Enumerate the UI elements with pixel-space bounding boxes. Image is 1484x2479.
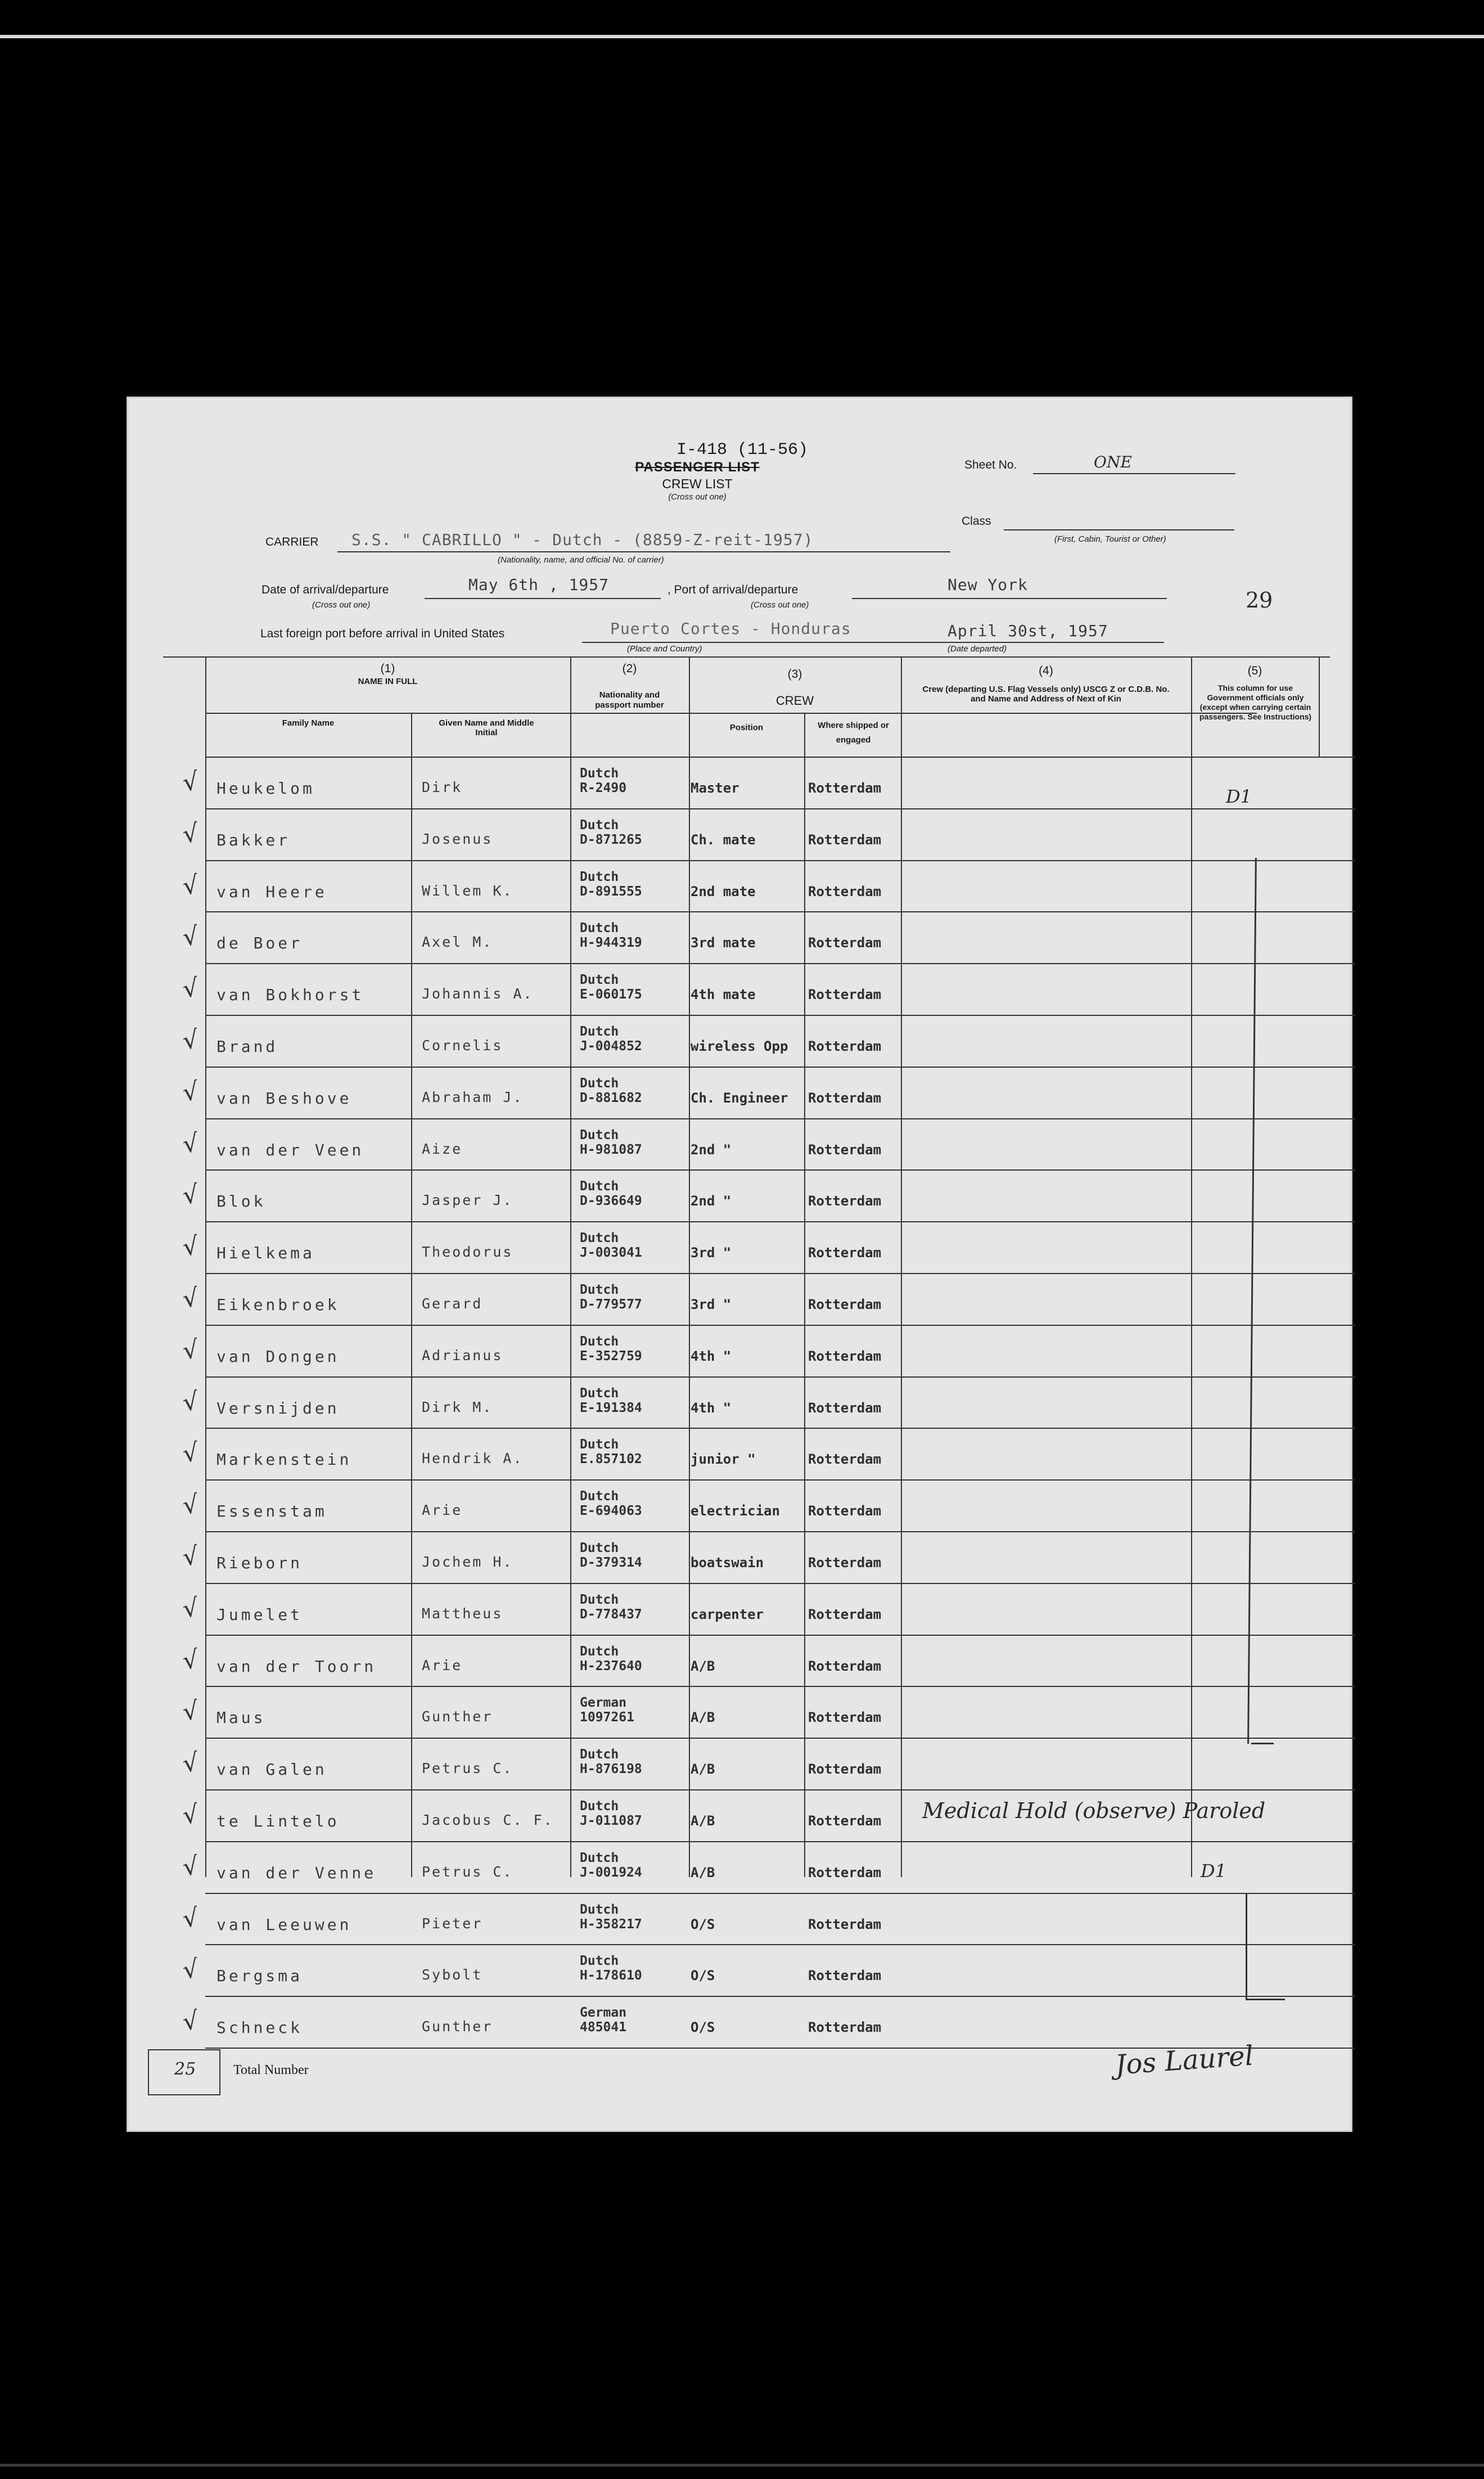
check-mark-icon: √	[181, 2006, 201, 2037]
nationality: Dutch	[580, 1850, 619, 1865]
check-mark-icon: √	[181, 767, 201, 798]
crew-position: 2nd mate	[691, 883, 756, 899]
table-row	[127, 1944, 1352, 1996]
table-row	[127, 1067, 1352, 1118]
title-note: (Cross out one)	[668, 492, 727, 502]
passport-number: E-060175	[580, 987, 642, 1002]
family-name: van der Toorn	[216, 1657, 377, 1676]
check-mark-icon: √	[181, 921, 201, 953]
date-departed-value: April 30st, 1957	[948, 622, 1108, 640]
check-mark-icon: √	[181, 1077, 201, 1108]
passport-number: H-358217	[580, 1916, 642, 1932]
shipped-at: Rotterdam	[808, 1555, 882, 1571]
crew-position: carpenter	[691, 1606, 764, 1622]
given-name: Josenus	[422, 830, 493, 847]
date-departed-note: (Date departed)	[948, 644, 1007, 654]
film-frame-bottom	[0, 2464, 1484, 2467]
check-mark-icon: √	[181, 1231, 201, 1262]
crew-position: A/B	[691, 1709, 715, 1726]
passport-number: J-001924	[580, 1865, 642, 1880]
family-name: Schneck	[216, 2018, 303, 2037]
last-port-value: Puerto Cortes - Honduras	[610, 619, 851, 638]
col5-bracket-line-lower	[1246, 1893, 1247, 2000]
crew-position: Ch. Engineer	[691, 1090, 788, 1106]
passport-number: D-881682	[580, 1090, 642, 1105]
check-mark-icon: √	[181, 1386, 201, 1418]
nationality: Dutch	[580, 1592, 619, 1607]
crew-position: A/B	[691, 1864, 715, 1880]
col3-title: CREW	[775, 694, 814, 708]
table-row	[127, 1325, 1352, 1376]
inspector-signature: Jos Laurel	[1114, 2040, 1255, 2081]
col1-family-header: Family Name	[282, 718, 335, 728]
shipped-at: Rotterdam	[808, 1658, 882, 1674]
shipped-at: Rotterdam	[808, 1193, 882, 1209]
date-label: Date of arrival/departure	[261, 583, 389, 596]
table-row	[127, 1531, 1352, 1583]
family-name: van Leeuwen	[216, 1915, 352, 1934]
family-name: Versnijden	[216, 1398, 340, 1418]
crew-position: Master	[691, 780, 739, 796]
passport-number: H-876198	[580, 1762, 642, 1777]
date-underline	[425, 598, 661, 599]
nationality: German	[580, 1695, 627, 1711]
check-mark-icon: √	[181, 1438, 201, 1469]
class-label: Class	[962, 515, 991, 528]
family-name: Maus	[216, 1708, 266, 1727]
nationality: Dutch	[580, 1231, 619, 1246]
table-row	[127, 1583, 1352, 1635]
check-mark-icon: √	[181, 818, 201, 849]
carrier-note: (Nationality, name, and official No. of carrier)	[498, 555, 664, 565]
shipped-at: Rotterdam	[808, 780, 882, 796]
shipped-at: Rotterdam	[808, 1709, 882, 1726]
table-row	[127, 1273, 1352, 1325]
last-port-note: (Place and Country)	[627, 644, 702, 654]
shipped-at: Rotterdam	[808, 1761, 882, 1778]
shipped-at: Rotterdam	[808, 1968, 882, 1984]
crew-position: A/B	[691, 1761, 715, 1778]
date-note: (Cross out one)	[312, 600, 371, 610]
total-number-value: 25	[174, 2059, 196, 2079]
col5-title: This column for use Government officials only (except when carrying certain passengers. See Instructions)	[1199, 683, 1312, 721]
nationality: Dutch	[580, 1076, 619, 1091]
shipped-at: Rotterdam	[808, 883, 882, 899]
table-row	[127, 1169, 1352, 1221]
family-name: van der Veen	[216, 1140, 364, 1159]
crew-position: 3rd "	[691, 1297, 732, 1312]
nationality: Dutch	[580, 1385, 619, 1401]
crew-position: 4th "	[691, 1400, 732, 1416]
family-name: Bakker	[216, 830, 291, 849]
given-name: Pieter	[422, 1915, 483, 1932]
crew-position: 2nd "	[691, 1193, 732, 1209]
passport-number: D-891555	[580, 884, 642, 899]
table-row	[127, 1479, 1352, 1531]
family-name: van Beshove	[216, 1088, 352, 1108]
table-row	[127, 1686, 1352, 1738]
col1-title: NAME IN FULL	[358, 677, 418, 686]
nationality: Dutch	[580, 1644, 619, 1659]
given-name: Petrus C.	[422, 1760, 513, 1777]
passport-number: H-237640	[580, 1658, 642, 1673]
given-name: Axel M.	[422, 934, 493, 951]
shipped-at: Rotterdam	[808, 1245, 882, 1261]
date-departed-underline	[939, 642, 1164, 643]
given-name: Jacobus C. F.	[422, 1812, 554, 1828]
given-name: Abraham J.	[422, 1088, 524, 1105]
table-row	[127, 1841, 1352, 1893]
crew-position: junior "	[691, 1451, 756, 1468]
col3-position-header: Position	[729, 723, 764, 732]
col2-title: Nationality and passport number	[595, 690, 664, 710]
crew-position: electrician	[691, 1503, 780, 1519]
passport-number: E.857102	[580, 1452, 642, 1467]
nationality: Dutch	[580, 921, 619, 936]
port-label: , Port of arrival/departure	[667, 583, 799, 596]
port-underline	[852, 598, 1167, 599]
family-name: Brand	[216, 1037, 278, 1056]
table-row	[127, 1428, 1352, 1479]
given-name: Gerard	[422, 1295, 483, 1312]
carrier-label: CARRIER	[265, 536, 319, 548]
shipped-at: Rotterdam	[808, 1916, 882, 1932]
nationality: Dutch	[580, 973, 619, 988]
title-struck: PASSENGER LIST	[635, 460, 760, 475]
col5-mark-top: D1	[1226, 786, 1252, 807]
passport-number: J-003041	[580, 1245, 642, 1261]
given-name: Adrianus	[422, 1347, 503, 1364]
passport-number: J-011087	[580, 1814, 642, 1828]
given-name: Arie	[422, 1657, 463, 1673]
crew-position: A/B	[691, 1813, 715, 1829]
passport-number: E-191384	[580, 1400, 642, 1415]
table-row	[127, 911, 1352, 963]
given-name: Arie	[422, 1502, 463, 1519]
shipped-at: Rotterdam	[808, 831, 882, 848]
crew-position: O/S	[691, 1968, 715, 1984]
shipped-at: Rotterdam	[808, 935, 882, 951]
check-mark-icon: √	[181, 1490, 201, 1520]
nationality: Dutch	[580, 1179, 619, 1194]
given-name: Willem K.	[422, 882, 513, 899]
table-row	[127, 1221, 1352, 1273]
family-name: Hielkema	[216, 1244, 315, 1263]
col4-title: Crew (departing U.S. Flag Vessels only) USCG Z or C.D.B. No. and Name and Address of Next of Kin	[922, 685, 1170, 704]
col5-mark-lower: D1	[1201, 1860, 1227, 1882]
passport-number: D-871265	[580, 832, 642, 847]
table-row	[127, 1893, 1352, 1945]
table-row	[127, 860, 1352, 912]
nationality: Dutch	[580, 1902, 619, 1917]
shipped-at: Rotterdam	[808, 1297, 882, 1312]
nationality: Dutch	[580, 817, 619, 833]
passport-number: D-379314	[580, 1555, 642, 1570]
col3-where-header: Where shipped or engaged	[818, 721, 889, 745]
given-name: Theodorus	[422, 1244, 513, 1261]
given-name: Gunther	[422, 1708, 493, 1725]
nationality: German	[580, 2005, 627, 2021]
carrier-underline	[337, 551, 950, 552]
shipped-at: Rotterdam	[808, 1451, 882, 1468]
family-name: Blok	[216, 1192, 266, 1211]
family-name: de Boer	[216, 934, 303, 953]
last-port-underline	[582, 642, 981, 643]
table-row	[127, 1376, 1352, 1428]
family-name: van der Venne	[216, 1863, 377, 1882]
col4-note: Medical Hold (observe) Paroled	[922, 1798, 1266, 1823]
col3-num: (3)	[787, 668, 802, 681]
family-name: Markenstein	[216, 1450, 352, 1469]
check-mark-icon: √	[181, 1851, 201, 1882]
col2-num: (2)	[622, 662, 637, 675]
family-name: van Dongen	[216, 1347, 340, 1366]
nationality: Dutch	[580, 1127, 619, 1142]
given-name: Sybolt	[422, 1967, 483, 1983]
given-name: Petrus C.	[422, 1863, 513, 1880]
passport-number: 1097261	[580, 1710, 634, 1725]
nationality: Dutch	[580, 1747, 619, 1762]
nationality: Dutch	[580, 1024, 619, 1039]
shipped-at: Rotterdam	[808, 987, 882, 1003]
given-name: Jochem H.	[422, 1554, 513, 1570]
total-number-label: Total Number	[233, 2063, 309, 2077]
shipped-at: Rotterdam	[808, 2019, 882, 2036]
family-name: Essenstam	[216, 1502, 327, 1521]
nationality: Dutch	[580, 1334, 619, 1349]
shipped-at: Rotterdam	[808, 1141, 882, 1158]
given-name: Dirk M.	[422, 1398, 493, 1415]
nationality: Dutch	[580, 869, 619, 884]
port-value: New York	[948, 575, 1028, 594]
last-port-label: Last foreign port before arrival in United States	[260, 627, 505, 640]
family-name: Bergsma	[216, 1967, 303, 1986]
check-mark-icon: √	[181, 1799, 201, 1830]
port-note: (Cross out one)	[751, 600, 809, 610]
col5-right-rule	[1319, 656, 1320, 758]
shipped-at: Rotterdam	[808, 1503, 882, 1519]
table-row	[127, 963, 1352, 1015]
family-name: van Galen	[216, 1760, 327, 1779]
check-mark-icon: √	[181, 1644, 201, 1676]
crew-position: O/S	[691, 1916, 715, 1932]
table-top-rule	[163, 656, 1330, 658]
check-mark-icon: √	[181, 1748, 201, 1779]
col5-bracket-foot-lower	[1246, 1999, 1285, 2000]
class-underline	[1004, 529, 1234, 530]
crew-position: 4th "	[691, 1348, 732, 1364]
family-name: van Heere	[216, 882, 327, 901]
table-row	[127, 757, 1352, 808]
carrier-value: S.S. " CABRILLO " - Dutch - (8859-Z-reit-1957)	[351, 530, 814, 549]
crew-position: 3rd "	[691, 1245, 732, 1261]
sheet-underline	[1033, 473, 1235, 474]
header-mid-rule	[205, 713, 1257, 714]
check-mark-icon: √	[181, 1593, 201, 1624]
nationality: Dutch	[580, 1954, 619, 1969]
passport-number: E-352759	[580, 1348, 642, 1364]
family-name: van Bokhorst	[216, 986, 364, 1005]
shipped-at: Rotterdam	[808, 1090, 882, 1106]
table-row	[127, 1996, 1352, 2048]
check-mark-icon: √	[181, 1954, 201, 1986]
check-mark-icon: √	[181, 1902, 201, 1934]
passport-number: J-004852	[580, 1039, 642, 1054]
crew-position: 2nd "	[691, 1141, 732, 1158]
check-mark-icon: √	[181, 1541, 201, 1572]
check-mark-icon: √	[181, 1180, 201, 1211]
table-row	[127, 1738, 1352, 1789]
nationality: Dutch	[580, 1799, 619, 1814]
passport-number: R-2490	[580, 781, 627, 795]
passport-number: H-178610	[580, 1968, 642, 1983]
given-name: Johannis A.	[422, 986, 534, 1002]
col4-num: (4)	[1039, 664, 1053, 677]
given-name: Mattheus	[422, 1605, 503, 1622]
given-name: Hendrik A.	[422, 1450, 524, 1467]
shipped-at: Rotterdam	[808, 1813, 882, 1829]
nationality: Dutch	[580, 766, 619, 781]
date-value: May 6th , 1957	[468, 575, 610, 594]
form-title: CREW LIST	[662, 476, 733, 491]
check-mark-icon: √	[181, 1335, 201, 1366]
nationality: Dutch	[580, 1541, 619, 1555]
form-number: I-418 (11-56)	[676, 440, 809, 460]
given-name: Gunther	[422, 2018, 493, 2035]
shipped-at: Rotterdam	[808, 1038, 882, 1054]
crew-position: wireless Opp	[691, 1038, 788, 1054]
family-name: te Lintelo	[216, 1812, 340, 1830]
class-note: (First, Cabin, Tourist or Other)	[1054, 534, 1166, 544]
table-row	[127, 808, 1352, 860]
given-name: Jasper J.	[422, 1192, 513, 1209]
passport-number: 485041	[580, 2020, 627, 2035]
check-mark-icon: √	[181, 973, 201, 1004]
crew-position: A/B	[691, 1658, 715, 1674]
check-mark-icon: √	[181, 870, 201, 901]
family-name: Jumelet	[216, 1605, 303, 1624]
family-name: Heukelom	[216, 779, 315, 798]
given-name: Cornelis	[422, 1037, 503, 1054]
crew-position: 4th mate	[691, 987, 756, 1003]
check-mark-icon: √	[181, 1025, 201, 1056]
film-frame-top	[0, 35, 1484, 38]
sheet-value: ONE	[1094, 453, 1132, 471]
crew-position: boatswain	[691, 1555, 764, 1571]
shipped-at: Rotterdam	[808, 1864, 882, 1880]
page-number: 29	[1246, 588, 1273, 613]
family-name: Rieborn	[216, 1554, 303, 1572]
crew-list-document	[127, 397, 1352, 2132]
shipped-at: Rotterdam	[808, 1348, 882, 1364]
crew-position: 3rd mate	[691, 935, 756, 951]
total-number-box	[148, 2049, 220, 2095]
check-mark-icon: √	[181, 1696, 201, 1727]
check-mark-icon: √	[181, 1283, 201, 1314]
table-row	[127, 1635, 1352, 1686]
given-name: Dirk	[422, 779, 463, 795]
nationality: Dutch	[580, 1283, 619, 1297]
passport-number: D-936649	[580, 1194, 642, 1209]
passport-number: H-944319	[580, 935, 642, 951]
shipped-at: Rotterdam	[808, 1400, 882, 1416]
check-mark-icon: √	[181, 1128, 201, 1159]
col1-given-header: Given Name and Middle Initial	[439, 718, 534, 737]
table-row	[127, 1118, 1352, 1170]
nationality: Dutch	[580, 1489, 619, 1504]
crew-position: O/S	[691, 2019, 715, 2036]
passport-number: D-779577	[580, 1297, 642, 1312]
passport-number: E-694063	[580, 1504, 642, 1519]
family-name: Eikenbroek	[216, 1295, 340, 1314]
col5-num: (5)	[1247, 664, 1262, 677]
passport-number: D-778437	[580, 1607, 642, 1622]
passport-number: H-981087	[580, 1142, 642, 1157]
nationality: Dutch	[580, 1437, 619, 1452]
shipped-at: Rotterdam	[808, 1606, 882, 1622]
given-name: Aize	[422, 1140, 463, 1157]
col1-num: (1)	[380, 662, 395, 675]
sheet-label: Sheet No.	[964, 458, 1017, 471]
col5-bracket-foot	[1251, 1743, 1274, 1744]
table-row	[127, 1015, 1352, 1067]
crew-position: Ch. mate	[691, 831, 756, 848]
